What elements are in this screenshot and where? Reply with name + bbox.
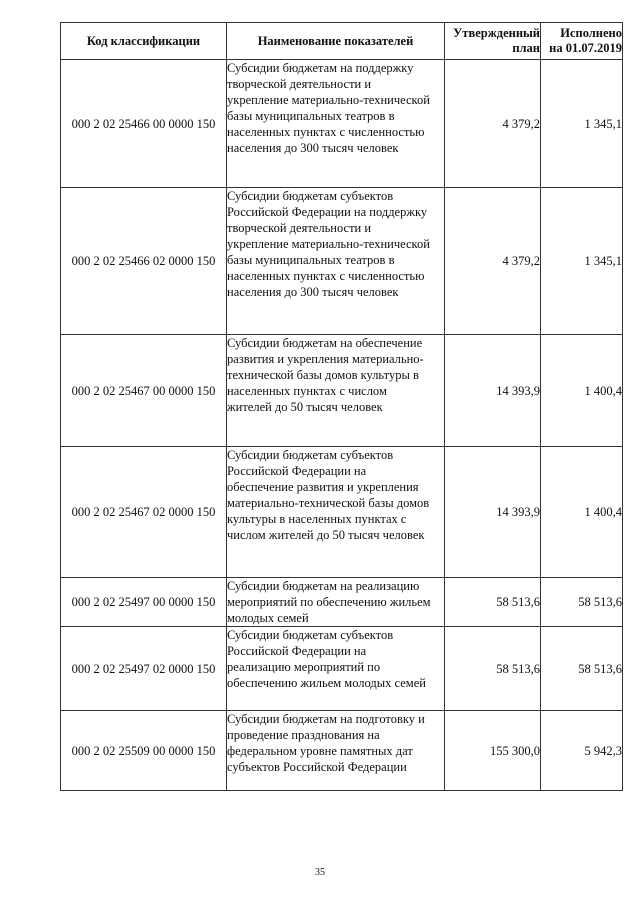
row-name-line: базы муниципальных театров в [227, 109, 395, 123]
row-name [227, 627, 445, 711]
row-name-line: населенных пунктах с численностью [227, 125, 425, 139]
row-name-line: развития и укрепления материально- [227, 352, 424, 366]
row-name-line: реализацию мероприятий по [227, 660, 381, 674]
row-done: 1 400,4 [541, 335, 623, 447]
header-plan-line: план [512, 41, 540, 55]
row-name [227, 335, 445, 447]
row-code: 000 2 02 25466 00 0000 150 [61, 60, 227, 188]
row-name-line: обеспечению жильем молодых семей [227, 676, 426, 690]
row-name [227, 578, 445, 627]
row-name-line: федеральном уровне памятных дат [227, 744, 413, 758]
row-done: 1 345,1 [541, 188, 623, 335]
row-done: 1 400,4 [541, 447, 623, 578]
row-name [227, 188, 445, 335]
header-code: Код классификации [61, 23, 227, 60]
header-done-line: на 01.07.2019 [549, 41, 622, 55]
row-name-line: технической базы домов культуры в [227, 368, 419, 382]
row-name-line: жителей до 50 тысяч человек [227, 400, 383, 414]
row-name [227, 447, 445, 578]
row-name-line: укрепление материально-технической [227, 93, 430, 107]
row-name [227, 60, 445, 188]
row-name-line: Субсидии бюджетам на реализацию [227, 579, 420, 593]
row-name-line: Субсидии бюджетам субъектов [227, 628, 394, 642]
row-name-line: населения до 300 тысяч человек [227, 141, 399, 155]
row-done: 5 942,3 [541, 711, 623, 791]
row-done: 1 345,1 [541, 60, 623, 188]
row-name-line: творческой деятельности и [227, 221, 372, 235]
row-name-line: населенных пунктах с численностью [227, 269, 425, 283]
page-number: 35 [315, 867, 325, 878]
row-code: 000 2 02 25467 02 0000 150 [61, 447, 227, 578]
header-done [541, 23, 623, 60]
header-plan-line: Утвержденный [453, 26, 540, 40]
table-row [61, 335, 623, 447]
row-name-line: населения до 300 тысяч человек [227, 285, 399, 299]
row-code: 000 2 02 25467 00 0000 150 [61, 335, 227, 447]
row-name-line: молодых семей [227, 611, 309, 625]
row-done: 58 513,6 [541, 627, 623, 711]
row-name-line: Российской Федерации на поддержку [227, 205, 428, 219]
table-row [61, 578, 623, 627]
row-plan: 4 379,2 [445, 60, 541, 188]
row-done: 58 513,6 [541, 578, 623, 627]
row-name-line: культуры в населенных пунктах с [227, 512, 407, 526]
row-plan: 14 393,9 [445, 447, 541, 578]
row-name-line: Российской Федерации на [227, 644, 367, 658]
row-name-line: мероприятий по обеспечению жильем [227, 595, 431, 609]
row-name-line: Субсидии бюджетам субъектов [227, 189, 394, 203]
header-done-line: Исполнено [560, 26, 622, 40]
table-row [61, 627, 623, 711]
row-plan: 155 300,0 [445, 711, 541, 791]
row-plan: 14 393,9 [445, 335, 541, 447]
row-code: 000 2 02 25509 00 0000 150 [61, 711, 227, 791]
header-name: Наименование показателей [227, 23, 445, 60]
row-name-line: субъектов Российской Федерации [227, 760, 407, 774]
row-name-line: Субсидии бюджетам на обеспечение [227, 336, 423, 350]
row-name-line: обеспечение развития и укрепления [227, 480, 419, 494]
row-name-line: творческой деятельности и [227, 77, 372, 91]
row-name-line: укрепление материально-технической [227, 237, 430, 251]
row-code: 000 2 02 25497 02 0000 150 [61, 627, 227, 711]
row-name-line: населенных пунктах с числом [227, 384, 387, 398]
row-code: 000 2 02 25497 00 0000 150 [61, 578, 227, 627]
row-code: 000 2 02 25466 02 0000 150 [61, 188, 227, 335]
budget-table [60, 22, 623, 791]
table-row [61, 447, 623, 578]
row-plan: 4 379,2 [445, 188, 541, 335]
row-name-line: Субсидии бюджетам на подготовку и [227, 712, 425, 726]
table-header-row [61, 23, 623, 60]
row-plan: 58 513,6 [445, 578, 541, 627]
row-name-line: числом жителей до 50 тысяч человек [227, 528, 425, 542]
row-name-line: базы муниципальных театров в [227, 253, 395, 267]
row-plan: 58 513,6 [445, 627, 541, 711]
header-plan [445, 23, 541, 60]
row-name-line: Субсидии бюджетам субъектов [227, 448, 394, 462]
row-name-line: Российской Федерации на [227, 464, 367, 478]
table-row [61, 188, 623, 335]
row-name-line: Субсидии бюджетам на поддержку [227, 61, 414, 75]
row-name-line: проведение празднования на [227, 728, 380, 742]
row-name [227, 711, 445, 791]
row-name-line: материально-технической базы домов [227, 496, 430, 510]
table-row [61, 711, 623, 791]
table-row [61, 60, 623, 188]
